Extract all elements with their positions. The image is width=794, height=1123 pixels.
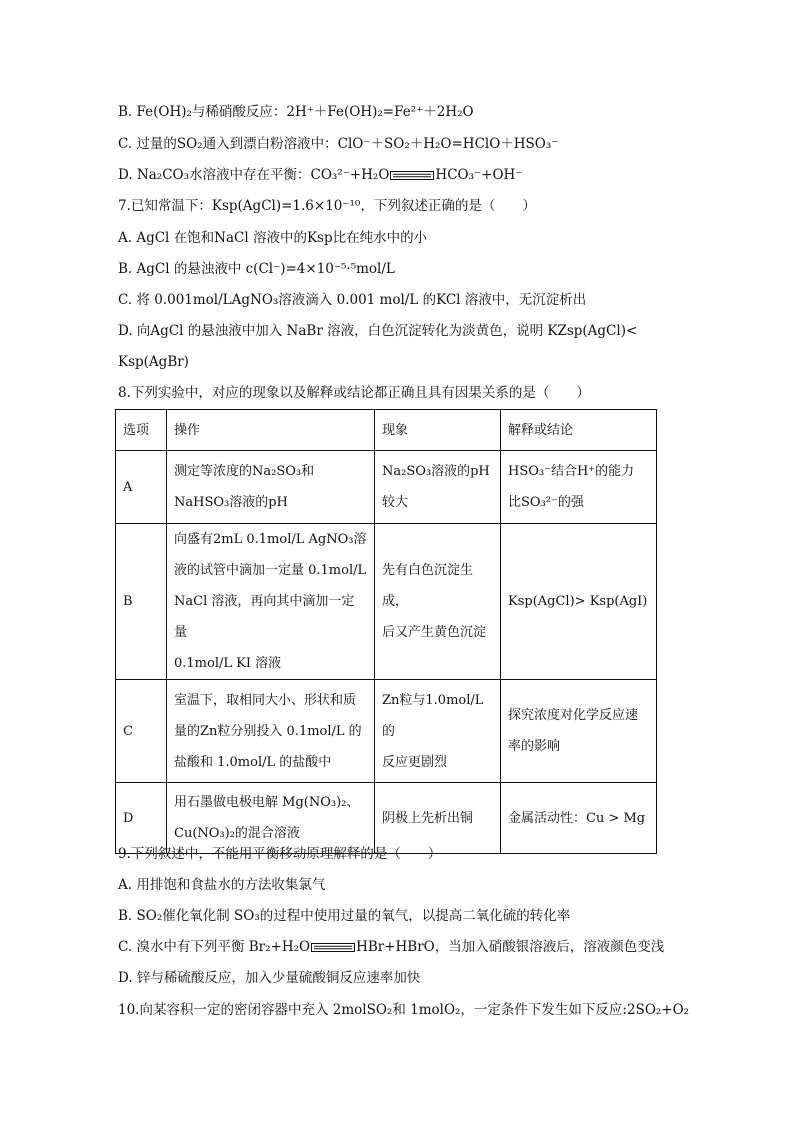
q7-option-d-line2: Ksp(AgBr) <box>118 354 189 370</box>
table-row <box>116 524 657 680</box>
row-operation <box>167 783 375 854</box>
q9-option-c-left: C. 溴水中有下列平衡 Br₂+H₂O <box>118 939 311 955</box>
cell-line: Na₂SO₃溶液的pH <box>382 464 490 479</box>
header-option: 选项 <box>116 410 167 451</box>
cell-line: 0.1mol/L KI 溶液 <box>174 656 282 671</box>
cell-line: NaCl 溶液，再向其中滴加一定量 <box>174 594 355 640</box>
row-operation <box>167 524 375 680</box>
cell-line: 用石墨做电极电解 Mg(NO₃)₂、 <box>174 795 360 810</box>
cell-line: 比SO₃²⁻的强 <box>508 495 584 510</box>
row-operation <box>167 680 375 783</box>
cell-line: Ksp(AgCl)> Ksp(AgI) <box>508 594 648 609</box>
table-header-row <box>116 410 657 451</box>
q9-stem: 9.下列叙述中，不能用平衡移动原理解释的是（ ） <box>118 846 442 862</box>
cell-line: Zn粒与1.0mol/L 的 <box>382 692 484 739</box>
cell-line: 阴极上先析出铜 <box>382 810 474 826</box>
q9-option-c-right: HBr+HBrO，当加入硝酸银溶液后，溶液颜色变浅 <box>356 939 665 955</box>
header-conclusion: 解释或结论 <box>501 410 657 451</box>
row-option: C <box>116 680 167 783</box>
row-phenomenon <box>375 524 501 680</box>
q9-option-a: A. 用排饱和食盐水的方法收集氯气 <box>118 877 326 893</box>
header-phenomenon: 现象 <box>375 410 501 451</box>
cell-line: 测定等浓度的Na₂SO₃和 <box>174 464 315 479</box>
cell-line: 量的Zn粒分别投入 0.1mol/L 的 <box>174 723 362 739</box>
q8-table <box>115 409 657 854</box>
row-option: A <box>116 451 167 524</box>
q9-option-b: B. SO₂催化氧化制 SO₃的过程中使用过量的氧气，以提高二氧化硫的转化率 <box>118 908 571 924</box>
q6-option-c: C. 过量的SO₂通入到漂白粉溶液中：ClO⁻＋SO₂＋H₂O=HClO＋HSO₃⁻ <box>118 136 559 152</box>
cell-line: 探究浓度对化学反应速 <box>508 708 639 723</box>
cell-line: 向盛有2mL 0.1mol/L AgNO₃溶 <box>174 532 367 547</box>
q7-option-d-line1: D. 向AgCl 的悬浊液中加入 NaBr 溶液，白色沉淀转化为淡黄色，说明 KZsp(AgCl)< <box>118 323 638 339</box>
cell-line: 后又产生黄色沉淀 <box>382 625 487 640</box>
cell-line: 反应更剧烈 <box>382 754 448 770</box>
cell-line: NaHSO₃溶液的pH <box>174 495 288 510</box>
q9-option-d: D. 锌与稀硫酸反应，加入少量硫酸铜反应速率加快 <box>118 970 421 986</box>
table-row <box>116 680 657 783</box>
cell-line: 盐酸和 1.0mol/L 的盐酸中 <box>174 754 332 770</box>
row-conclusion <box>501 783 657 854</box>
table-row <box>116 783 657 854</box>
row-phenomenon <box>375 783 501 854</box>
header-operation: 操作 <box>167 410 375 451</box>
q7-option-b: B. AgCl 的悬浊液中 c(Cl⁻)=4×10⁻⁵·⁵mol/L <box>118 261 395 277</box>
q6-option-d <box>118 165 688 185</box>
q6-option-d-right: HCO₃⁻+OH⁻ <box>435 167 523 183</box>
cell-line: 较大 <box>382 495 409 510</box>
row-option: B <box>116 524 167 680</box>
q8-stem: 8.下列实验中，对应的现象以及解释或结论都正确且具有因果关系的是（ ） <box>118 385 590 401</box>
q7-option-c: C. 将 0.001mol/LAgNO₃溶液滴入 0.001 mol/L 的KCl 溶液中，无沉淀析出 <box>118 292 587 308</box>
row-conclusion <box>501 680 657 783</box>
cell-line: Cu(NO₃)₂的混合溶液 <box>174 826 300 841</box>
cell-line: 率的影响 <box>508 739 561 754</box>
cell-line: 先有白色沉淀生成， <box>382 563 474 609</box>
row-option: D <box>116 783 167 854</box>
q6-option-d-left: D. Na₂CO₃水溶液中存在平衡：CO₃²⁻+H₂O <box>118 167 390 183</box>
row-conclusion <box>501 451 657 524</box>
cell-line: HSO₃⁻结合H⁺的能力 <box>508 464 635 479</box>
q10-stem: 10.向某容积一定的密闭容器中充入 2molSO₂和 1molO₂，一定条件下发生如下反应:2SO₂+O₂ <box>118 1002 690 1018</box>
row-phenomenon <box>375 451 501 524</box>
equilibrium-arrow-icon <box>311 943 355 952</box>
row-conclusion <box>501 524 657 680</box>
table-row <box>116 451 657 524</box>
cell-line: 液的试管中滴加一定量 0.1mol/L <box>174 563 367 578</box>
q7-option-a: A. AgCl 在饱和NaCl 溶液中的Ksp比在纯水中的小 <box>118 230 428 246</box>
row-phenomenon <box>375 680 501 783</box>
q6-option-b: B. Fe(OH)₂与稀硝酸反应：2H⁺＋Fe(OH)₂=Fe²⁺＋2H₂O <box>118 104 474 120</box>
equilibrium-arrow-icon <box>390 171 434 180</box>
cell-line: 室温下，取相同大小、形状和质 <box>174 692 357 708</box>
cell-line: 金属活动性：Cu > Mg <box>508 810 646 826</box>
q7-stem: 7.已知常温下：Ksp(AgCl)=1.6×10⁻¹⁰，下列叙述正确的是（ ） <box>118 198 536 214</box>
row-operation <box>167 451 375 524</box>
q9-option-c <box>118 937 688 957</box>
